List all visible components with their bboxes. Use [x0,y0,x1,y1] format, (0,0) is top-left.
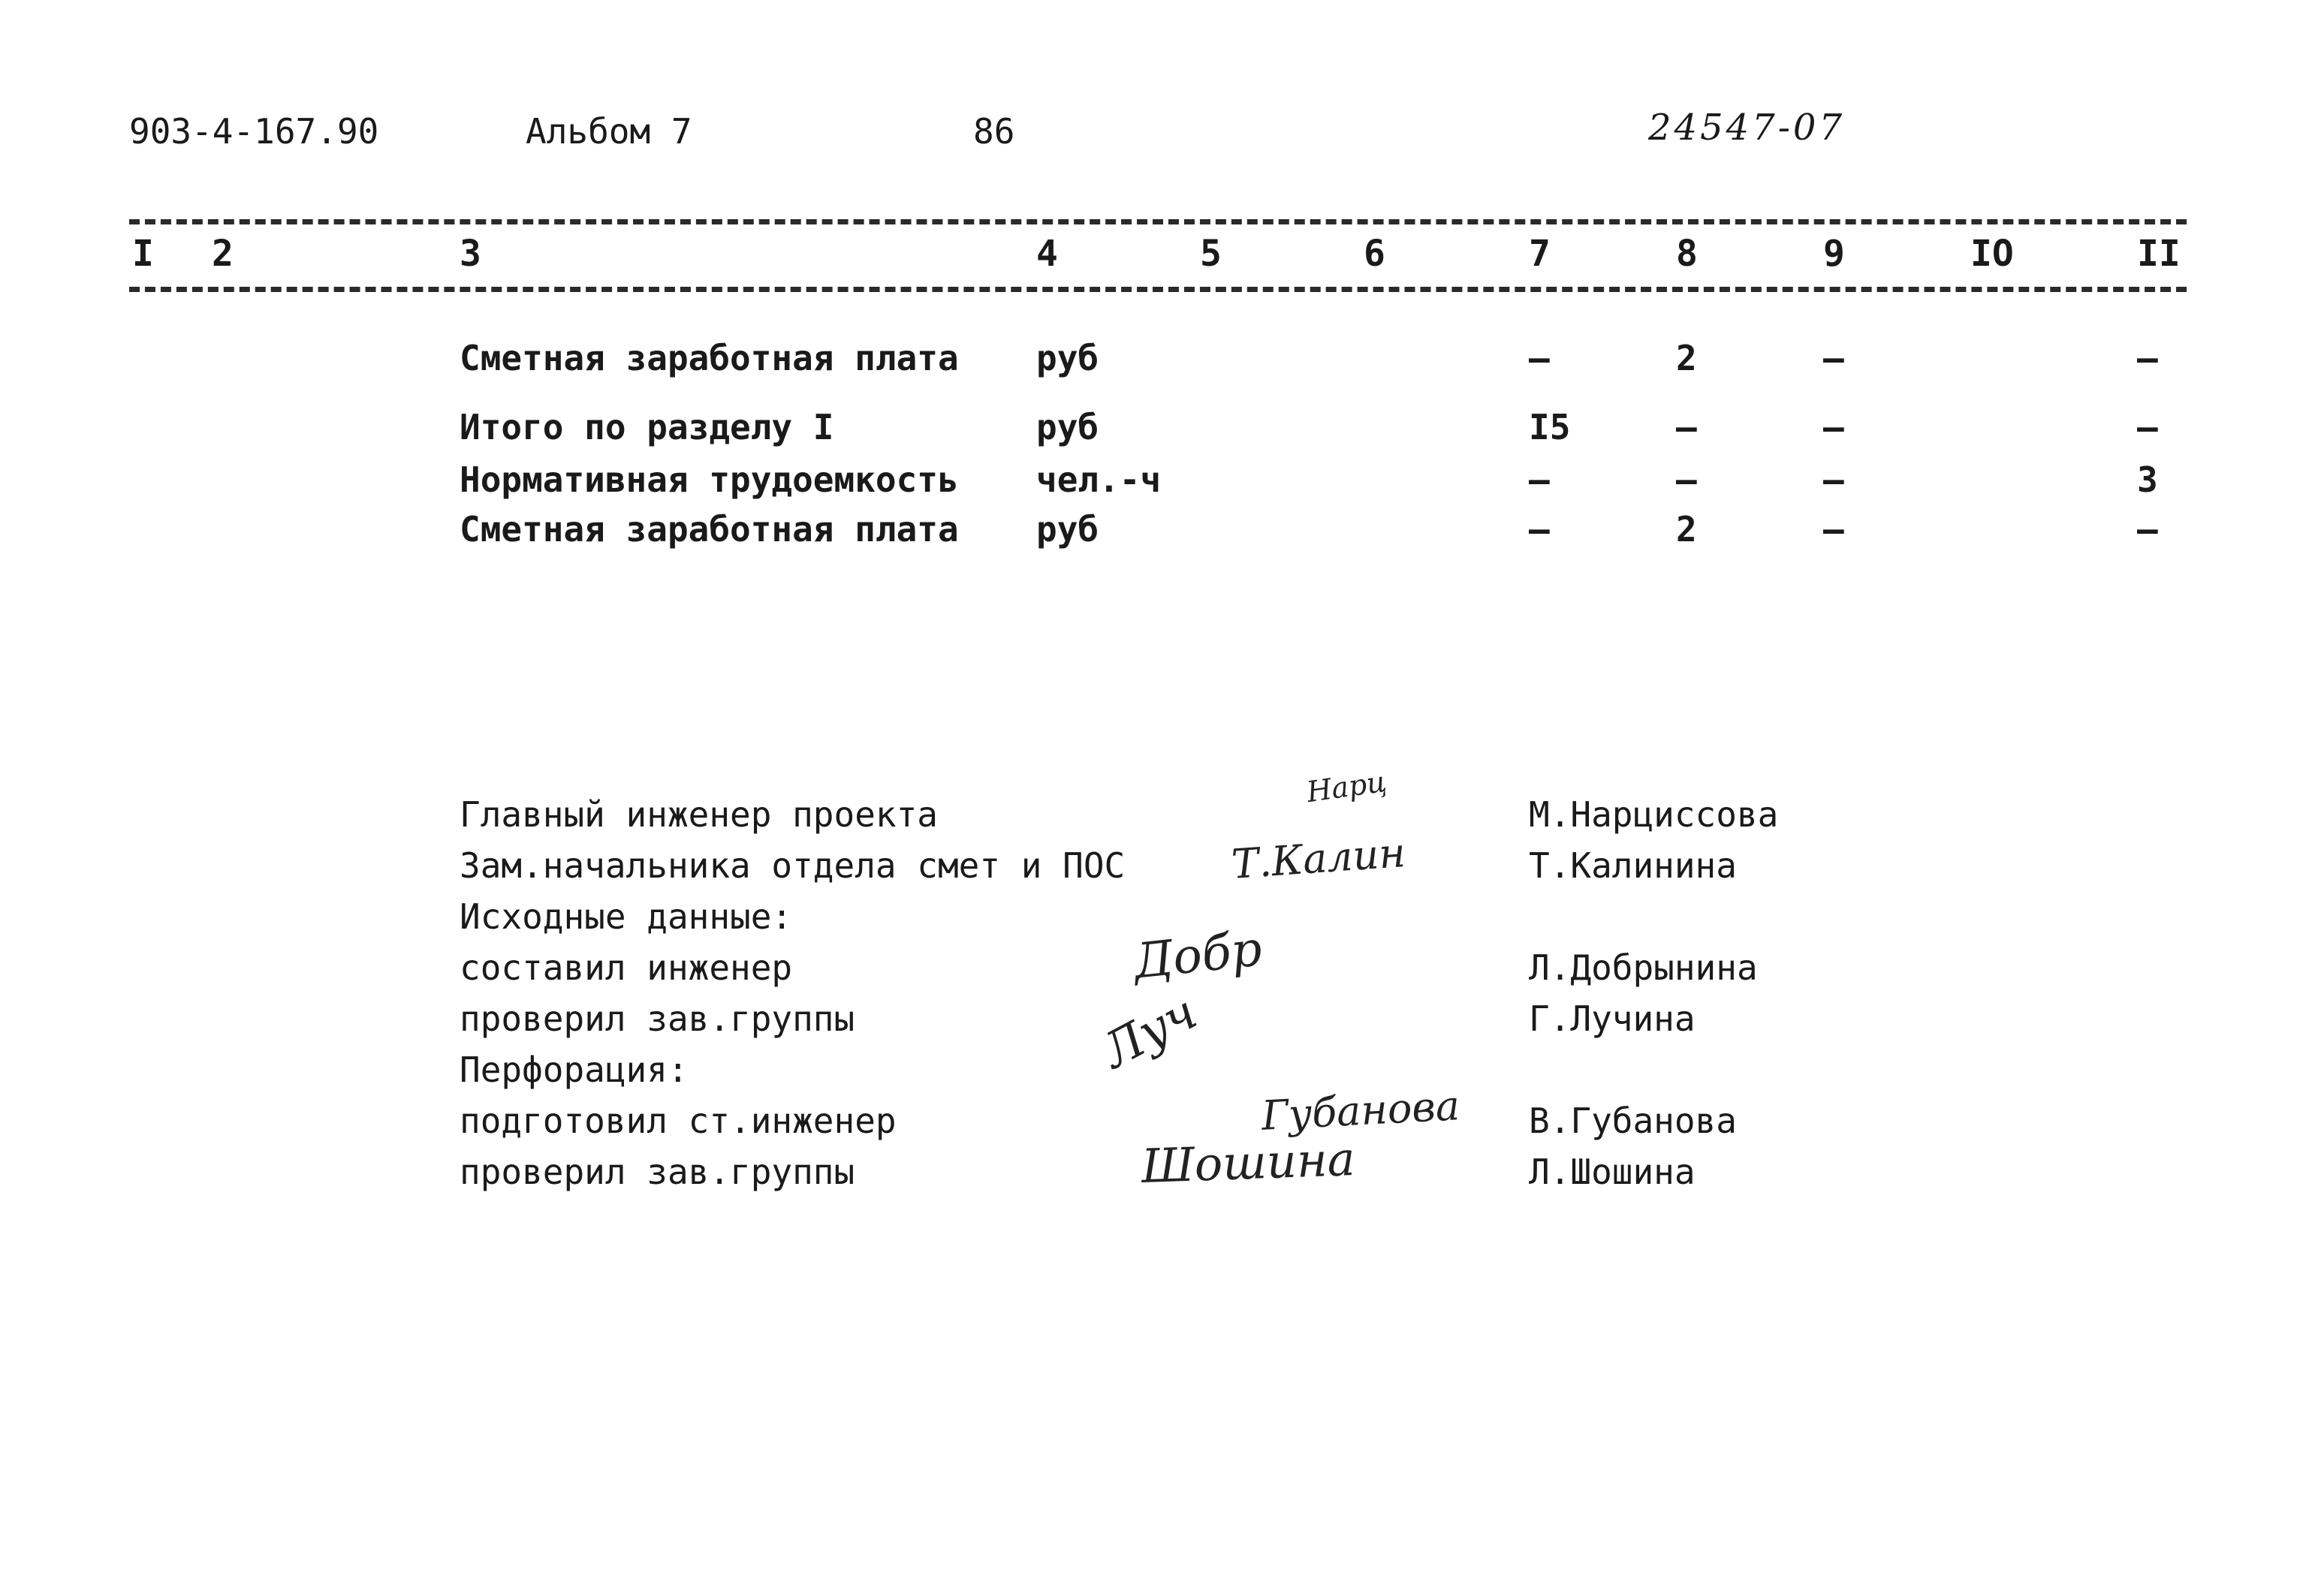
handwritten-signature: Нарц [1304,764,1389,809]
table-header-rule [129,287,2187,292]
handwritten-signature: Губанова [1260,1082,1461,1140]
row-name: Нормативная трудоемкость [460,459,959,500]
album-label: Альбом 7 [526,111,692,152]
inventory-number: 24547-07 [1648,107,1845,149]
row-col11: – [2137,407,2158,447]
column-header-7: 7 [1529,233,1551,275]
row-unit: руб [1036,338,1099,378]
document-code: 903-4-167.90 [129,111,379,152]
signature-section-heading: Перфорация: [460,1049,689,1090]
handwritten-signature: Луч [1093,984,1207,1080]
row-col9: – [1823,459,1844,500]
row-col7: – [1529,509,1550,550]
signatory-name: В.Губанова [1529,1101,1737,1141]
row-col7: I5 [1529,407,1571,447]
row-col11: – [2137,509,2158,550]
row-unit: руб [1036,407,1099,447]
column-header-5: 5 [1200,233,1222,275]
row-col11: 3 [2137,459,2158,500]
handwritten-signature: Т.Калин [1230,828,1407,889]
signatory-name: Т.Калинина [1529,845,1737,886]
signatory-name: М.Нарциссова [1529,794,1779,835]
signature-role: проверил зав.группы [460,1152,855,1192]
row-col8: 2 [1676,338,1697,378]
signature-role: составил инженер [460,947,793,988]
signature-role: проверил зав.группы [460,998,855,1039]
column-header-8: 8 [1676,233,1698,275]
row-unit: чел.-ч [1036,459,1162,500]
row-name: Сметная заработная плата [460,509,959,550]
page-number: 86 [973,111,1015,152]
column-header-10: IO [1970,233,2014,275]
row-unit: руб [1036,509,1099,550]
signatory-name: Л.Шошина [1529,1152,1696,1192]
signature-section-heading: Исходные данные: [460,896,793,937]
table-top-rule [129,219,2187,224]
handwritten-signature: Шошина [1140,1131,1356,1194]
row-col7: – [1529,338,1550,378]
handwritten-signature: Добр [1131,921,1265,990]
row-col11: – [2137,338,2158,378]
signatory-name: Л.Добрынина [1529,947,1758,988]
column-header-6: 6 [1364,233,1385,275]
row-col7: – [1529,459,1550,500]
column-header-1: I [132,233,154,275]
row-name: Итого по разделу I [460,407,834,447]
column-header-9: 9 [1823,233,1845,275]
row-col9: – [1823,338,1844,378]
column-header-2: 2 [212,233,234,275]
row-col8: 2 [1676,509,1697,550]
signature-role: подготовил ст.инженер [460,1101,897,1141]
row-col8: – [1676,407,1697,447]
signature-role: Главный инженер проекта [460,794,938,835]
signatory-name: Г.Лучина [1529,998,1696,1039]
column-header-3: 3 [460,233,481,275]
row-name: Сметная заработная плата [460,338,959,378]
column-header-4: 4 [1036,233,1058,275]
row-col9: – [1823,407,1844,447]
row-col9: – [1823,509,1844,550]
column-header-11: II [2137,233,2181,275]
signature-role: Зам.начальника отдела смет и ПОС [460,845,1126,886]
row-col8: – [1676,459,1697,500]
